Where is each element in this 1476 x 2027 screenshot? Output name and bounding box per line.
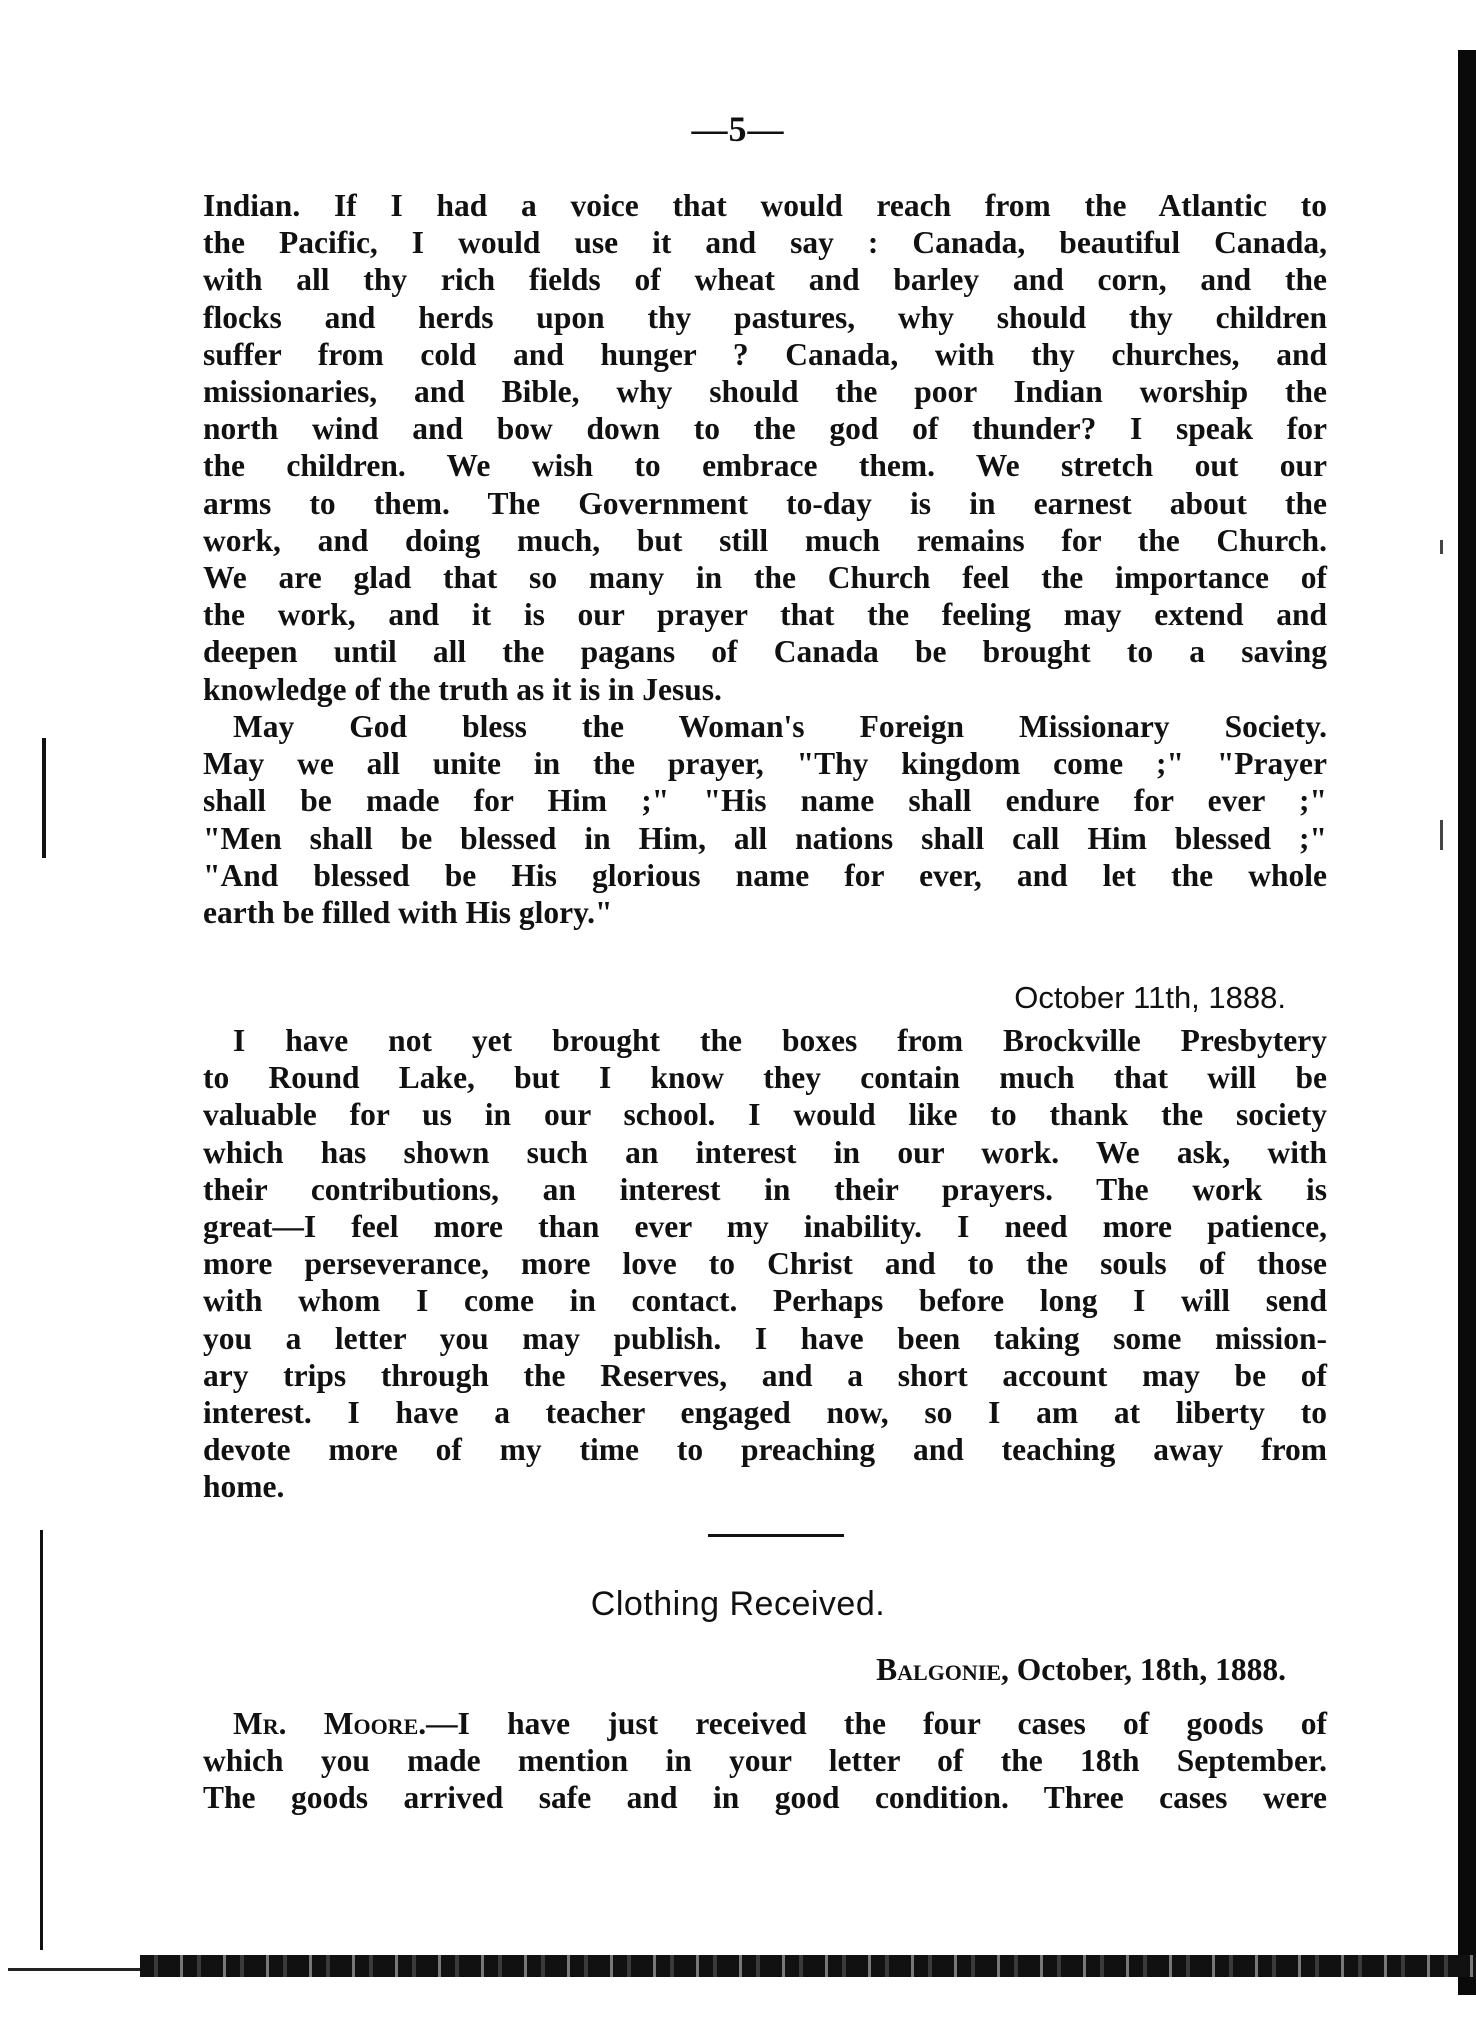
text-line: great—I feel more than ever my inability. I need more patience, <box>203 1209 1327 1245</box>
text-line: flocks and herds upon thy pastures, why should thy children <box>203 299 1327 335</box>
scan-speck <box>1440 540 1443 554</box>
text-line: knowledge of the truth as it is in Jesus. <box>203 671 722 707</box>
section-dateline <box>876 1652 1286 1688</box>
text-line: missionaries, and Bible, why should the poor Indian worship the <box>203 374 1327 410</box>
letter-date: October 11th, 1888. <box>1014 980 1286 1015</box>
scan-speck <box>1440 820 1443 850</box>
paragraph-text <box>203 1705 1327 1817</box>
text-line-rest: —I have just received the four cases of goods of <box>426 1706 1327 1741</box>
text-line: devote more of my time to preaching and teaching away from <box>203 1432 1327 1468</box>
text-line: their contributions, an interest in their prayers. The work is <box>203 1171 1327 1207</box>
salutation: Mr. Moore. <box>233 1706 427 1741</box>
text-line: The goods arrived safe and in good condition. Three cases were <box>203 1780 1327 1816</box>
text-line: arms to them. The Government to-day is in earnest about the <box>203 485 1327 521</box>
text-line: home. <box>203 1469 285 1505</box>
text-line: Indian. If I had a voice that would reach from the Atlantic to <box>203 188 1327 223</box>
paragraph-text <box>203 708 1327 931</box>
section-divider <box>708 1534 844 1537</box>
text-line: work, and doing much, but still much remains for the Church. <box>203 522 1327 558</box>
text-line: "Men shall be blessed in Him, all nations shall call Him blessed ;" <box>203 820 1327 856</box>
text-line: deepen until all the pagans of Canada be brought to a saving <box>203 634 1327 670</box>
text-line: the Pacific, I would use it and say : Canada, beautiful Canada, <box>203 225 1327 261</box>
text-line: the children. We wish to embrace them. We stretch out our <box>203 448 1327 484</box>
page-number: —5— <box>691 109 785 149</box>
text-line: which you made mention in your letter of the 18th September. <box>203 1743 1327 1779</box>
scan-edge-bar <box>1458 50 1476 1995</box>
letter-2-body <box>203 1022 1327 1506</box>
text-line: ary trips through the Reserves, and a short account may be of <box>203 1357 1327 1393</box>
section-body <box>203 1705 1327 1817</box>
text-line: with whom I come in contact. Perhaps before long I will send <box>203 1283 1327 1319</box>
text-line: I have not yet brought the boxes from Brockville Presbytery <box>233 1023 1327 1058</box>
text-line: the work, and it is our prayer that the feeling may extend and <box>203 597 1327 633</box>
text-line <box>203 1705 1327 1742</box>
text-line: earth be filled with His glory." <box>203 895 613 931</box>
scan-bottom-line <box>8 1968 148 1971</box>
text-line: shall be made for Him ;" "His name shall endure for ever ;" <box>203 783 1327 819</box>
text-line: interest. I have a teacher engaged now, so I am at liberty to <box>203 1395 1327 1431</box>
text-line: valuable for us in our school. I would like to thank the society <box>203 1097 1327 1133</box>
text-line: which has shown such an interest in our work. We ask, with <box>203 1134 1327 1170</box>
section-heading: Clothing Received. <box>590 1585 886 1623</box>
text-line: We are glad that so many in the Church feel the importance of <box>203 560 1327 596</box>
paragraph-2 <box>203 708 1327 931</box>
text-line: more perseverance, more love to Christ and to the souls of those <box>203 1246 1327 1282</box>
scan-margin-mark <box>42 738 46 858</box>
paragraph-text <box>203 1022 1327 1506</box>
text-line: north wind and bow down to the god of thunder? I speak for <box>203 411 1327 447</box>
dateline-place: Balgonie, <box>876 1652 1009 1687</box>
paragraph-text <box>203 187 1327 708</box>
text-line: May we all unite in the prayer, "Thy kingdom come ;" "Prayer <box>203 746 1327 782</box>
dateline-date: October, 18th, 1888. <box>1008 1652 1286 1687</box>
text-line: suffer from cold and hunger ? Canada, with thy churches, and <box>203 336 1327 372</box>
text-line: with all thy rich fields of wheat and barley and corn, and the <box>203 262 1327 298</box>
text-line: May God bless the Woman's Foreign Missionary Society. <box>233 709 1327 744</box>
text-line: "And blessed be His glorious name for ever, and let the whole <box>203 857 1327 893</box>
paragraph-1 <box>203 187 1327 708</box>
text-line: you a letter you may publish. I have been taking some mission- <box>203 1320 1327 1356</box>
scan-bottom-strip <box>140 1955 1476 1977</box>
text-line: to Round Lake, but I know they contain much that will be <box>203 1060 1327 1096</box>
